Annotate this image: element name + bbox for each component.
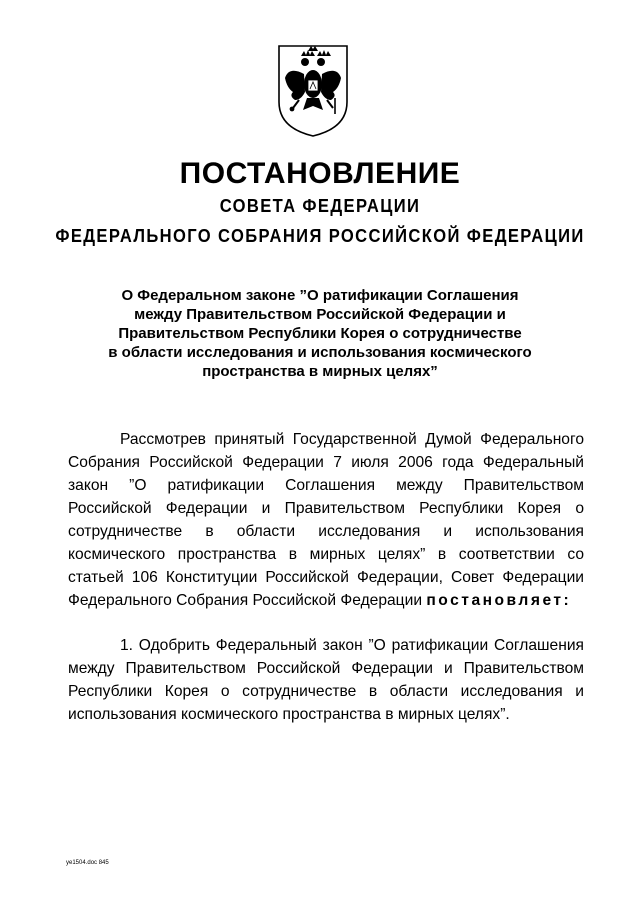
subject-line: Правительством Республики Корея о сотрудничестве [118,325,522,342]
resolves-keyword: постановляет: [426,592,572,609]
preamble-text: Рассмотрев принятый Государственной Думой Федерального Собрания Российской Федерации 7 июля 2006 года Федеральный закон ”О ратификации Соглашения между Правительством Российской Федерации и Правительством Республики Корея о сотрудничестве в области исследования и использования космического пространства в мирных целях” в соответствии со статьей 106 Конституции Российской Федерации, Совет Федерации Федерального Собрания Российской Федерации [68,431,584,609]
subject-line: между Правительством Российской Федерации и [134,306,506,323]
resolution-item-1 [68,634,584,726]
russian-coat-of-arms-icon [273,40,353,140]
issuing-body-line-1: СОВЕТА ФЕДЕРАЦИИ [219,196,421,216]
document-subject [80,286,560,381]
subject-line: пространства в мирных целях” [202,363,438,380]
document-file-code: ye1504.doc 845 [66,860,109,866]
issuing-body-line-2: ФЕДЕРАЛЬНОГО СОБРАНИЯ РОССИЙСКОЙ ФЕДЕРАЦИИ [55,226,585,246]
subject-line: в области исследования и использования космического [108,344,532,361]
resolution-item-text: 1. Одобрить Федеральный закон ”О ратификации Соглашения между Правительством Российской Федерации и Правительством Республики Корея о сотрудничестве в области исследования и использования космического пространства в мирных целях”. [68,637,584,723]
document-title: ПОСТАНОВЛЕНИЕ [179,157,461,190]
subject-line: О Федеральном законе ”О ратификации Соглашения [121,287,519,304]
preamble-paragraph [68,428,584,612]
